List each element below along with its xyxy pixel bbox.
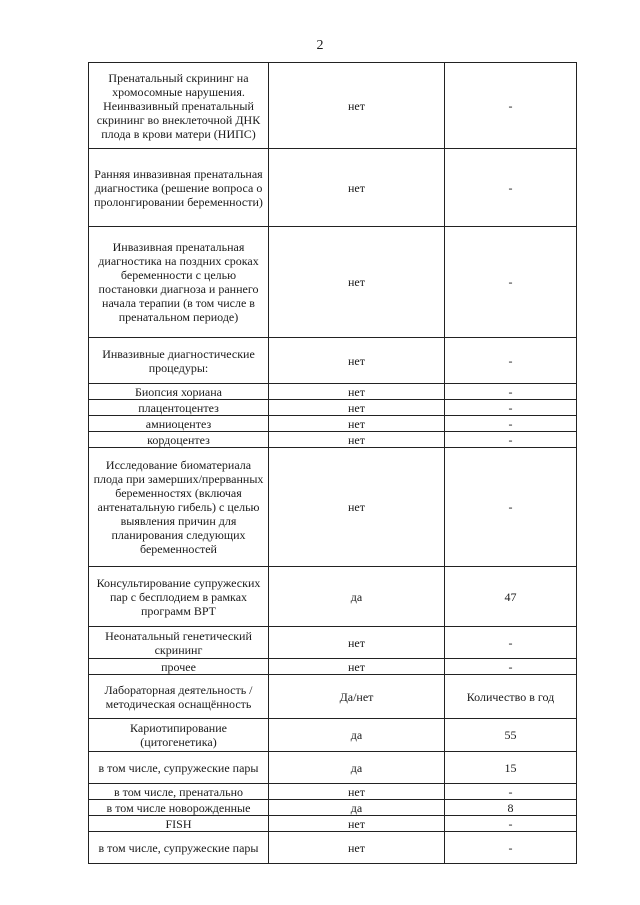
row-name: в том числе, пренатально	[89, 784, 269, 800]
table-row	[89, 416, 577, 432]
row-name: Инвазивные диагностические процедуры:	[89, 338, 269, 384]
row-name: Консультирование супружеских пар с бесплодием в рамках программ ВРТ	[89, 567, 269, 627]
row-name: Исследование биоматериала плода при замерших/прерванных беременностях (включая антенатальную гибель) с целью выявления причин для планирования следующих беременностей	[89, 448, 269, 567]
row-name: Пренатальный скрининг на хромосомные нарушения. Неинвазивный пренатальный скрининг во внеклеточной ДНК плода в крови матери (НИПС)	[89, 63, 269, 149]
row-name: Лабораторная деятельность / методическая оснащённость	[89, 675, 269, 719]
row-count: -	[445, 227, 577, 338]
row-status: нет	[269, 784, 445, 800]
row-count: -	[445, 432, 577, 448]
row-count: -	[445, 627, 577, 659]
row-status: нет	[269, 627, 445, 659]
row-name: Кариотипирование (цитогенетика)	[89, 719, 269, 752]
row-count: -	[445, 659, 577, 675]
row-count: 55	[445, 719, 577, 752]
row-status: нет	[269, 432, 445, 448]
row-count: -	[445, 416, 577, 432]
table-row	[89, 832, 577, 864]
row-status: нет	[269, 448, 445, 567]
row-count: -	[445, 832, 577, 864]
row-name: в том числе новорожденные	[89, 800, 269, 816]
table-row	[89, 659, 577, 675]
row-status: нет	[269, 384, 445, 400]
row-count: -	[445, 400, 577, 416]
row-status: нет	[269, 816, 445, 832]
row-name: FISH	[89, 816, 269, 832]
table-row	[89, 800, 577, 816]
table-row	[89, 627, 577, 659]
table-row	[89, 149, 577, 227]
row-name: в том числе, супружеские пары	[89, 832, 269, 864]
row-name: Инвазивная пренатальная диагностика на поздних сроках беременности с целью постановки диагноза и раннего начала терапии (в том числе в пренатальном периоде)	[89, 227, 269, 338]
row-status: нет	[269, 63, 445, 149]
row-count: -	[445, 448, 577, 567]
table-row	[89, 63, 577, 149]
row-count: Количество в год	[445, 675, 577, 719]
row-name: кордоцентез	[89, 432, 269, 448]
row-name: Неонатальный генетический скрининг	[89, 627, 269, 659]
row-status: нет	[269, 149, 445, 227]
table-row	[89, 227, 577, 338]
row-name: Биопсия хориана	[89, 384, 269, 400]
row-name: амниоцентез	[89, 416, 269, 432]
row-name: Ранняя инвазивная пренатальная диагностика (решение вопроса о пролонгировании беременности)	[89, 149, 269, 227]
table-row	[89, 675, 577, 719]
table-row	[89, 338, 577, 384]
row-status: да	[269, 567, 445, 627]
row-status: нет	[269, 659, 445, 675]
row-status: да	[269, 752, 445, 784]
row-count: -	[445, 384, 577, 400]
row-name: прочее	[89, 659, 269, 675]
row-status: Да/нет	[269, 675, 445, 719]
row-status: нет	[269, 400, 445, 416]
row-count: 15	[445, 752, 577, 784]
table-row	[89, 752, 577, 784]
table-row	[89, 448, 577, 567]
table-row	[89, 784, 577, 800]
row-status: нет	[269, 338, 445, 384]
row-name: в том числе, супружеские пары	[89, 752, 269, 784]
row-count: 47	[445, 567, 577, 627]
row-status: да	[269, 719, 445, 752]
row-status: нет	[269, 832, 445, 864]
table-row	[89, 432, 577, 448]
row-count: 8	[445, 800, 577, 816]
table-row	[89, 567, 577, 627]
row-count: -	[445, 784, 577, 800]
row-status: нет	[269, 227, 445, 338]
table-row	[89, 719, 577, 752]
row-status: нет	[269, 416, 445, 432]
row-count: -	[445, 63, 577, 149]
table-row	[89, 400, 577, 416]
row-count: -	[445, 149, 577, 227]
table-row	[89, 816, 577, 832]
row-count: -	[445, 338, 577, 384]
diagnostics-table	[88, 62, 577, 864]
row-status: да	[269, 800, 445, 816]
row-count: -	[445, 816, 577, 832]
table-row	[89, 384, 577, 400]
page-number: 2	[316, 38, 324, 53]
row-name: плацентоцентез	[89, 400, 269, 416]
